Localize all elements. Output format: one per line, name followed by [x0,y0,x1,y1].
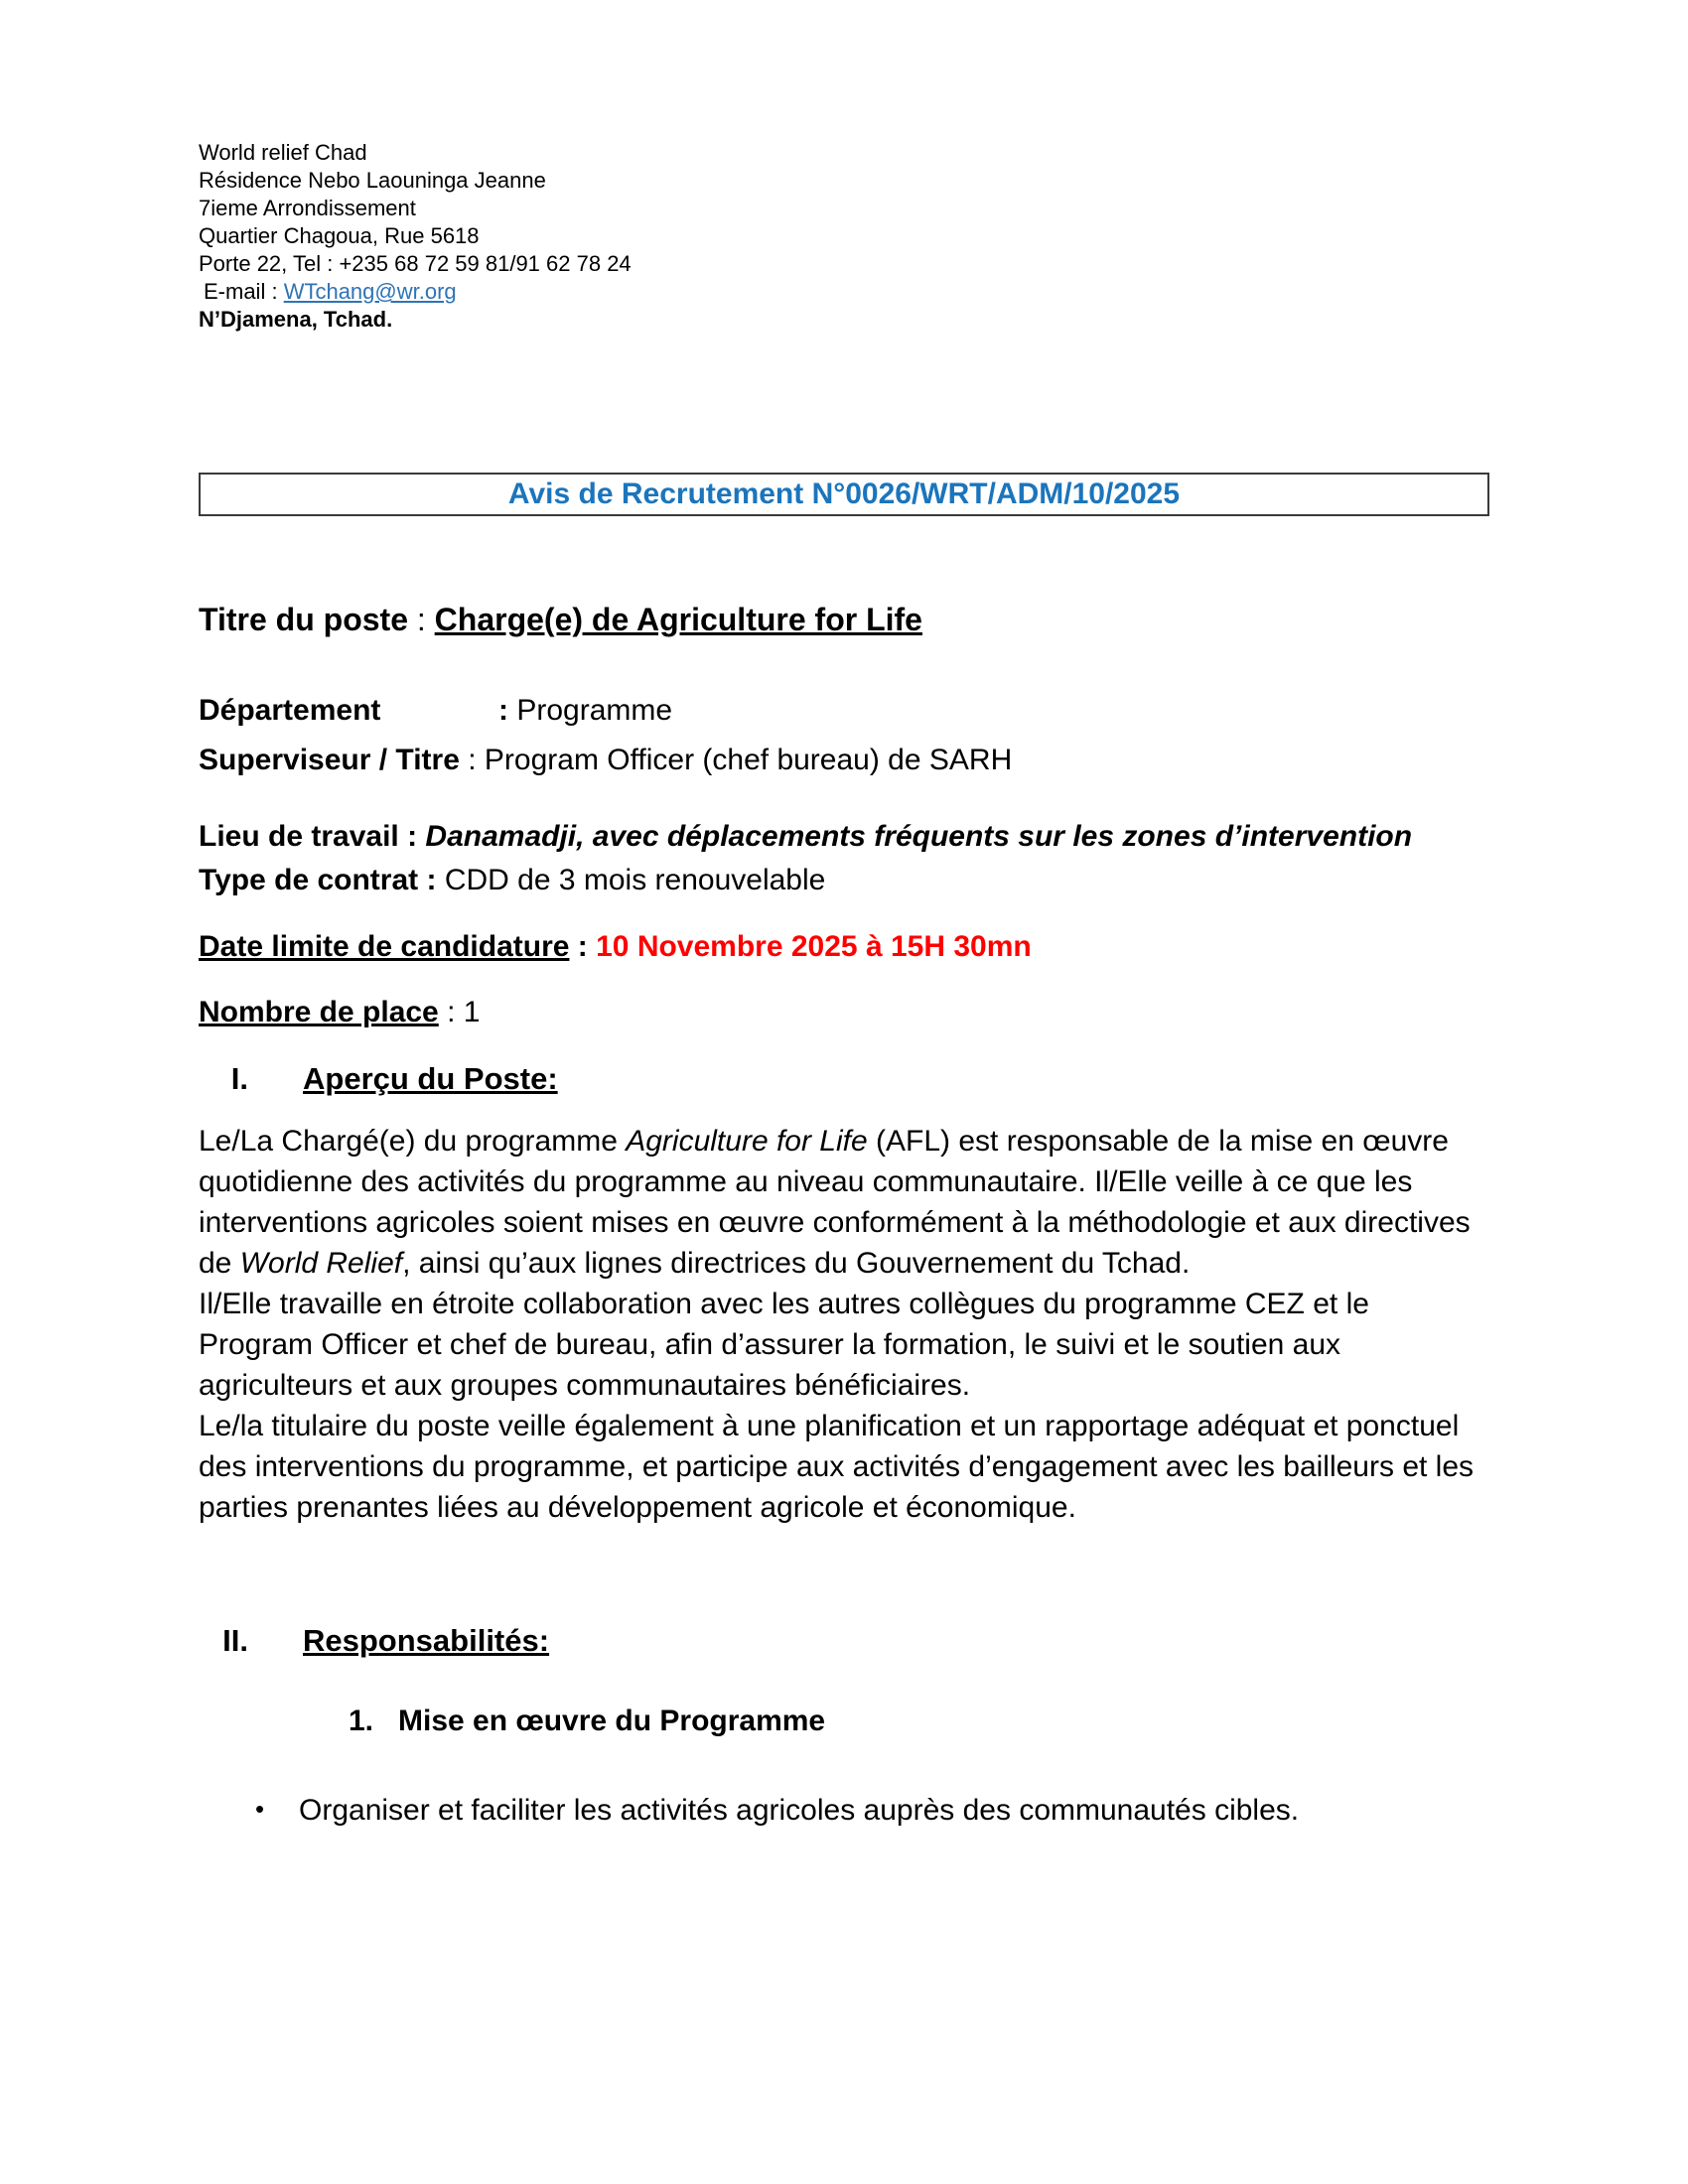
location-label: Lieu de travail : [199,820,426,853]
overview-paragraph-2: Il/Elle travaille en étroite collaboration avec les autres collègues du programme CEZ et le Program Officer et chef de bureau, afin d’assurer la formation, le suivi et le soutien aux agriculteurs et aux groupes communautaires bénéficiaires. [199,1288,1369,1402]
contract-value: CDD de 3 mois renouvelable [444,864,826,896]
supervisor-separator: : [459,744,485,776]
job-title-separator: : [407,602,435,637]
positions-line [199,996,1489,1029]
address-line: Résidence Nebo Laouninga Jeanne [199,168,546,193]
email-link[interactable]: WTchang@wr.org [283,279,457,304]
overview-text-run: , ainsi qu’aux lignes directrices du Gouvernement du Tchad. [402,1247,1191,1280]
supervisor-label: Superviseur / Titre [199,744,460,776]
job-title-line [199,602,1489,638]
overview-paragraphs [199,1121,1489,1528]
department-separator: : [498,694,517,727]
section-overview-heading [199,1061,1489,1097]
address-line: Quartier Chagoua, Rue 5618 [199,223,480,248]
address-line: 7ieme Arrondissement [199,196,416,220]
email-label: E-mail : [204,279,284,304]
job-title-label: Titre du poste [199,602,408,637]
org-name-italic: World Relief [239,1247,403,1280]
recruitment-banner-box [199,473,1489,516]
deadline-value: 10 Novembre 2025 à 15H 30mn [596,930,1032,963]
overview-paragraph-1 [199,1121,1489,1284]
positions-separator: : [438,996,464,1028]
department-line [199,694,1489,728]
city-line: N’Djamena, Tchad. [199,307,393,332]
section-responsibilities-title: Responsabilités: [303,1623,550,1658]
contract-label: Type de contrat : [199,864,445,896]
job-title-value: Charge(e) de Agriculture for Life [434,602,922,637]
subsection-program-implementation [199,1705,1489,1738]
location-value: Danamadji, avec déplacements fréquents sur les zones d’intervention [425,820,1413,853]
positions-value: 1 [463,996,481,1028]
program-name-italic: Agriculture for Life [626,1125,868,1158]
recruitment-banner-title: Avis de Recrutement N°0026/WRT/ADM/10/2025 [507,478,1181,510]
responsibility-bullet-item [199,1794,1489,1828]
department-label: Département [199,694,381,727]
section-overview-numeral: I. [230,1061,248,1096]
overview-paragraph-3: Le/la titulaire du poste veille également à une planification et un rapportage adéquat et ponctuel des interventions du programme, et participe aux activités d’engagement avec les bailleurs et les parties prenantes liées au développement agricole et économique. [199,1410,1475,1524]
deadline-line [199,930,1489,964]
overview-text-run: Le/La Chargé(e) du programme [199,1125,627,1158]
org-name: World relief Chad [199,140,367,165]
deadline-separator: : [569,930,597,963]
supervisor-line [199,744,1489,777]
department-value: Programme [516,694,673,727]
bullet-icon: • [255,1794,265,1824]
responsibility-bullet-text: Organiser et faciliter les activités agricoles auprès des communautés cibles. [299,1794,1300,1827]
supervisor-value: Program Officer (chef bureau) de SARH [484,744,1013,776]
positions-label: Nombre de place [199,996,439,1028]
deadline-label: Date limite de candidature [199,930,570,963]
location-contract-block [199,815,1489,902]
subsection-title: Mise en œuvre du Programme [398,1705,826,1737]
subsection-number: 1. [349,1705,374,1737]
email-line [199,278,1489,306]
section-responsibilities-numeral: II. [222,1623,248,1658]
overview-text-run: (AFL) est responsable de la mise en œuvre quotidienne des activités du programme au niveau communautaire. Il/Elle veille à ce que les interventions agricoles soient mises en œuvre conformément à la méthodologie et aux directives de [199,1125,1471,1280]
org-address-block [199,139,1489,334]
section-responsibilities-heading [199,1623,1489,1659]
address-phone-line: Porte 22, Tel : +235 68 72 59 81/91 62 78 24 [199,251,632,276]
section-overview-title: Aperçu du Poste: [303,1061,558,1096]
